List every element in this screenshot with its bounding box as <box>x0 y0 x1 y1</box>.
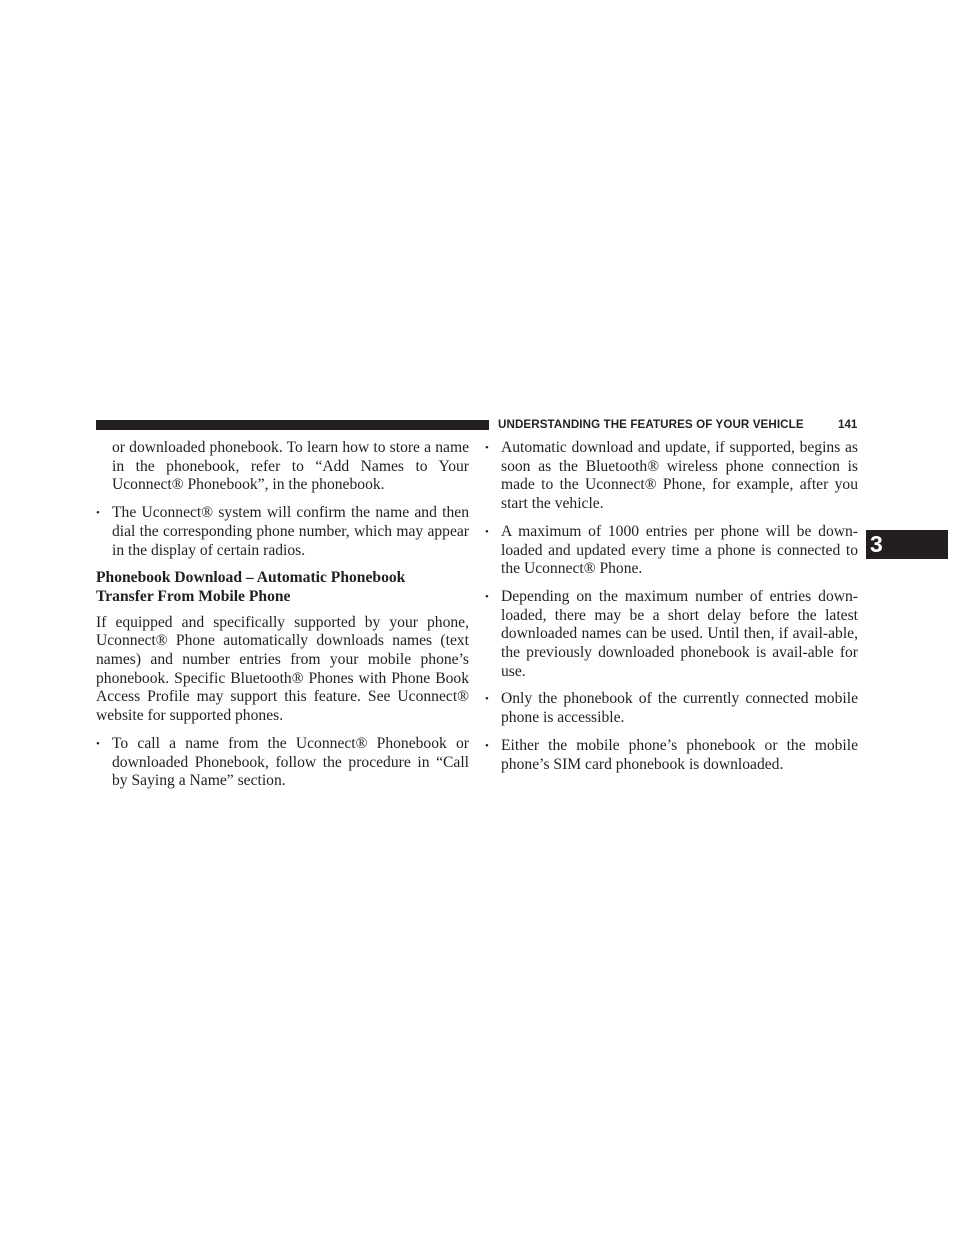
bullet-icon: • <box>485 693 489 706</box>
bullet-icon: • <box>485 442 489 454</box>
bullet-icon: • <box>96 507 100 520</box>
right-column <box>485 439 858 774</box>
header-rule-bar <box>96 420 489 430</box>
list-item <box>485 439 858 514</box>
bullet-icon: • <box>485 525 489 538</box>
chapter-tab-number: 3 <box>870 531 883 557</box>
bullet-icon: • <box>485 739 489 752</box>
list-item <box>485 737 858 774</box>
list-item-text: Only the phonebook of the currently connected mobile phone is accessible. <box>501 690 858 727</box>
left-column <box>96 439 469 791</box>
list-item-text: A maximum of 1000 entries per phone will be down-loaded and updated every time a phone is connected to the Uconnect® Phone. <box>501 522 858 578</box>
bullet-icon: • <box>96 737 100 750</box>
section-heading: Phonebook Download – Automatic Phonebook Transfer From Mobile Phone <box>96 569 406 605</box>
list-item <box>96 504 469 560</box>
body-paragraph: If equipped and specifically supported by your phone, Uconnect® Phone automatically downloads names (text names) and number entries from your mobile phone’s phonebook. Specific Bluetooth® Phones with Phone Book Access Profile may support this feature. See Uconnect® website for supported phones. <box>96 613 469 725</box>
list-item <box>485 523 858 579</box>
list-item-text: To call a name from the Uconnect® Phonebook or downloaded Phonebook, follow the procedure in “Call by Saying a Name” section. <box>112 734 469 790</box>
list-item-text: Depending on the maximum number of entries down-loaded, there may be a short delay before the latest downloaded names can be used. Until then, if avail-able, the previously downloaded phonebook is avail-able for use. <box>501 587 858 680</box>
list-item <box>96 735 469 791</box>
continued-paragraph: or downloaded phonebook. To learn how to store a name in the phonebook, refer to “Add Names to Your Uconnect® Phonebook”, in the phonebook. <box>112 439 469 494</box>
running-header-title: UNDERSTANDING THE FEATURES OF YOUR VEHICLE <box>498 418 804 431</box>
list-item <box>485 690 858 727</box>
list-item-text: The Uconnect® system will confirm the name and then dial the corresponding phone number, which may appear in the display of certain radios. <box>112 504 469 559</box>
list-item-text: Automatic download and update, if supported, begins as soon as the Bluetooth® wireless phone connection is made to the Uconnect® Phone, for example, after you start the vehicle. <box>501 439 858 513</box>
bullet-icon: • <box>485 590 489 603</box>
list-item <box>485 588 858 682</box>
list-item-text: Either the mobile phone’s phonebook or the mobile phone’s SIM card phonebook is downloaded. <box>501 736 858 773</box>
page-number: 141 <box>838 418 858 431</box>
chapter-tab <box>866 530 948 559</box>
